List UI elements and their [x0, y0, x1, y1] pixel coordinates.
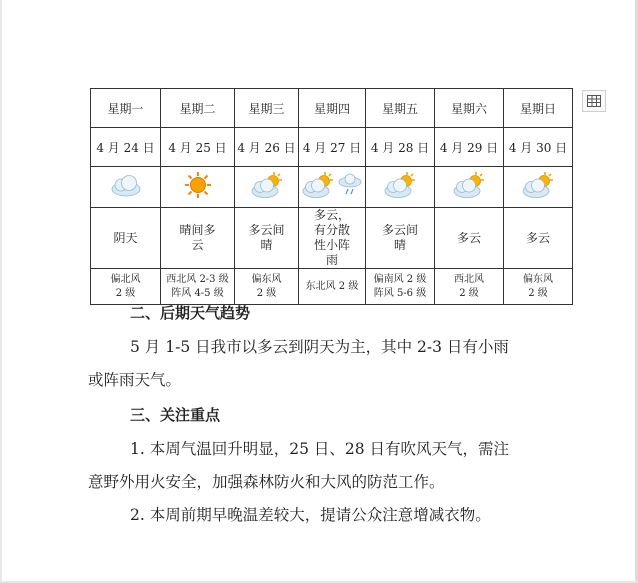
condition-label: 多云 [525, 230, 550, 245]
weekday-cell [435, 89, 504, 128]
table-layout-icon[interactable] [582, 90, 606, 112]
weekday-label: 星期四 [313, 101, 350, 116]
wind-line: 2 级 [115, 287, 136, 299]
wind-line: 西北风 2-3 级 [166, 273, 229, 285]
date-cell [435, 128, 504, 167]
weekday-cell [366, 89, 435, 128]
section-2-line-1: 5 月 1-5 日我市以多云到阴天为主，其中 2-3 日有小雨 [130, 338, 509, 356]
weekday-label: 星期六 [450, 101, 487, 116]
wind-cell [435, 269, 504, 305]
weekday-cell [161, 89, 235, 128]
weather-icon-cell [235, 167, 299, 208]
partly-cloudy-icon [301, 171, 335, 203]
condition-cell [235, 208, 299, 269]
date-label: 4 月 26 日 [237, 140, 296, 155]
section-3-item-1-line-2: 意野外用火安全，加强森林防火和大风的防范工作。 [88, 473, 445, 491]
condition-cell [91, 208, 161, 269]
wind-line: 阵风 5-6 级 [373, 287, 427, 299]
wind-row [91, 269, 573, 305]
partly-cloudy-icon [383, 171, 417, 203]
date-label: 4 月 28 日 [370, 140, 430, 155]
condition-label: 多云间晴 [248, 223, 285, 252]
wind-cell [504, 269, 573, 305]
weather-icon-cell [91, 167, 161, 208]
cloud-icon [109, 172, 143, 202]
wind-cell [91, 269, 161, 305]
wind-line: 偏东风 [523, 273, 553, 285]
date-cell [235, 128, 299, 167]
partly-cloudy-icon [250, 171, 284, 203]
wind-line: 东北风 2 级 [305, 280, 359, 292]
weekday-cell [235, 89, 299, 128]
condition-label: 多云 [456, 230, 481, 245]
page-left-edge [0, 0, 2, 583]
wind-line: 阵风 4-5 级 [171, 287, 224, 299]
weather-forecast-table [90, 88, 573, 305]
weekday-cell [299, 89, 366, 128]
weekday-label: 星期一 [107, 101, 144, 116]
condition-cell [504, 208, 573, 269]
weather-icon-cell [435, 167, 504, 208]
date-label: 4 月 25 日 [168, 140, 227, 155]
partly-cloudy-icon [521, 171, 555, 203]
date-label: 4 月 30 日 [508, 140, 568, 155]
section-3-heading: 三、关注重点 [130, 406, 221, 424]
wind-line: 偏东风 [251, 273, 282, 285]
date-row [91, 128, 573, 167]
date-label: 4 月 27 日 [302, 140, 362, 155]
wind-line: 2 级 [256, 287, 277, 299]
wind-cell [235, 269, 299, 305]
condition-label: 晴间多云 [179, 223, 216, 252]
wind-cell [299, 269, 366, 305]
condition-cell [299, 208, 366, 269]
wind-line: 偏北风 [110, 273, 141, 285]
condition-label: 多云，有分散性小阵雨 [313, 208, 350, 267]
date-label: 4 月 29 日 [439, 140, 499, 155]
wind-line: 2 级 [459, 287, 479, 299]
weather-icon-row [91, 167, 573, 208]
weekday-label: 星期二 [179, 101, 216, 116]
wind-line: 2 级 [528, 287, 548, 299]
weather-icon-cell [299, 167, 366, 208]
section-3-item-2: 2. 本周前期早晚温差较大，提请公众注意增减衣物。 [130, 506, 491, 524]
wind-line: 西北风 [454, 273, 484, 285]
date-label: 4 月 24 日 [96, 140, 155, 155]
date-cell [366, 128, 435, 167]
sun-icon [183, 171, 213, 203]
weather-icon-cell [366, 167, 435, 208]
weekday-label: 星期五 [381, 101, 418, 116]
condition-cell [435, 208, 504, 269]
partly-cloudy-icon [452, 171, 486, 203]
weather-icon-cell [161, 167, 235, 208]
section-3-item-1-line-1: 1. 本周气温回升明显，25 日、28 日有吹风天气，需注 [130, 440, 510, 458]
weather-icon-cell [504, 167, 573, 208]
condition-cell [366, 208, 435, 269]
date-cell [161, 128, 235, 167]
weekday-cell [91, 89, 161, 128]
weekday-cell [504, 89, 573, 128]
rain-icon [337, 171, 363, 203]
weekday-label: 星期日 [519, 101, 556, 116]
condition-label: 多云间晴 [381, 223, 418, 252]
wind-line: 偏南风 2 级 [373, 273, 427, 285]
weekday-label: 星期三 [248, 101, 285, 116]
wind-cell [161, 269, 235, 305]
weekday-row [91, 89, 573, 128]
condition-label: 阴天 [113, 230, 138, 245]
date-cell [299, 128, 366, 167]
condition-row [91, 208, 573, 269]
condition-cell [161, 208, 235, 269]
date-cell [91, 128, 161, 167]
section-2-heading: 二、后期天气趋势 [130, 304, 251, 322]
wind-cell [366, 269, 435, 305]
date-cell [504, 128, 573, 167]
section-2-line-2: 或阵雨天气。 [88, 371, 182, 389]
